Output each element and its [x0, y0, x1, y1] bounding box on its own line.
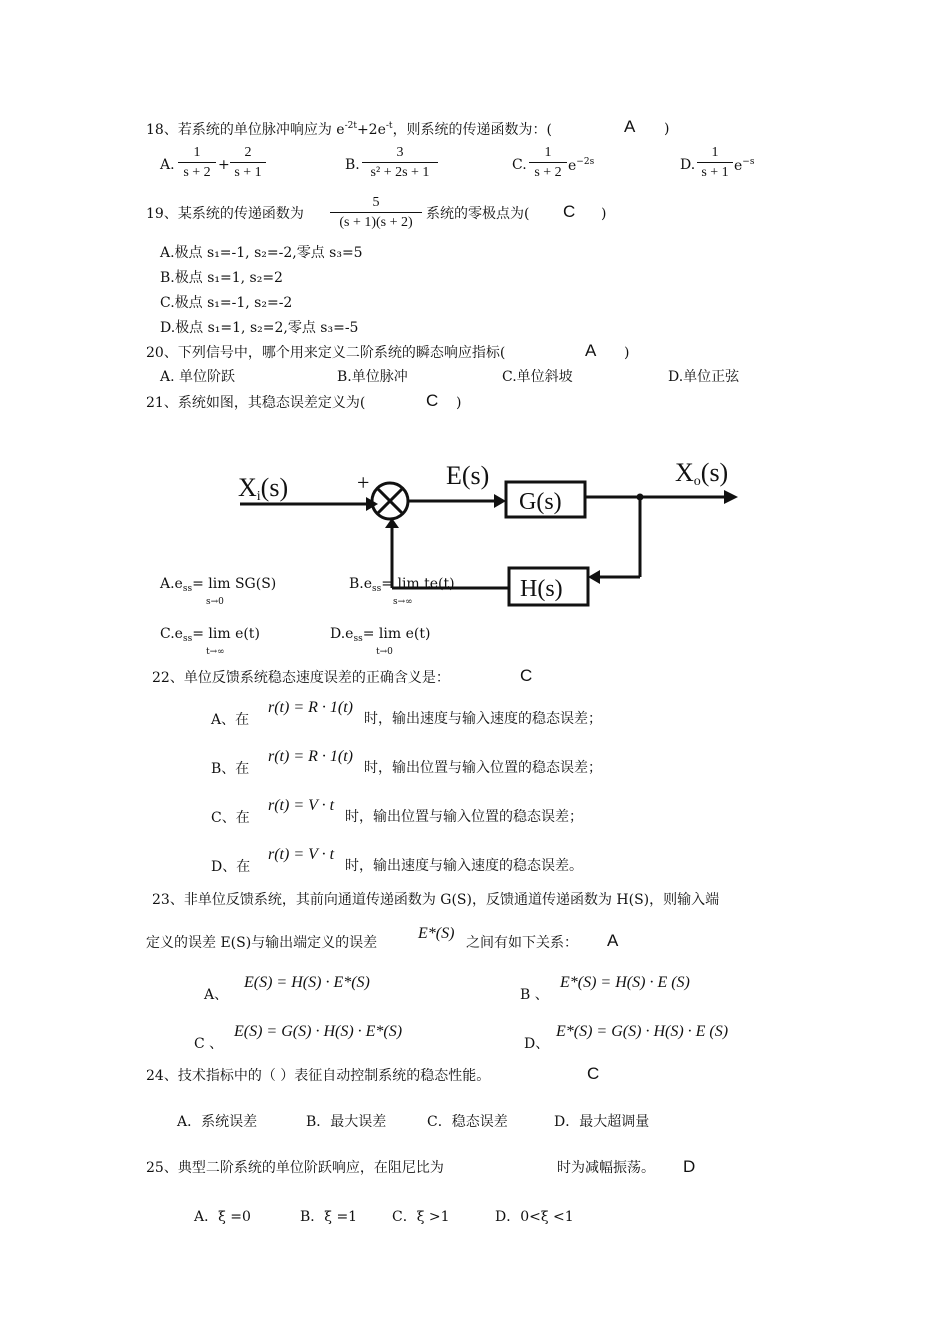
- q23-opt-d-label: D、: [524, 1036, 550, 1052]
- q18-opt-c-label: C.: [512, 157, 527, 173]
- q22-opt-c-label: C、在: [211, 810, 250, 826]
- q22-opt-a-text: 时，输出速度与输入速度的稳态误差；: [364, 711, 602, 727]
- label-error: E(s): [446, 461, 490, 490]
- q20-opt-c: C.单位斜坡: [502, 369, 573, 385]
- q18-opt-a-plus: +: [218, 157, 230, 173]
- q22-opt-b-text: 时，输出位置与输入位置的稳态误差；: [364, 760, 602, 776]
- q22-opt-b-math: r(t) = R · 1(t): [268, 748, 353, 765]
- q25-answer: D: [683, 1157, 696, 1176]
- q21-question: 21、系统如图，其稳态误差定义为(: [146, 395, 366, 411]
- q23-opt-b-math: E*(S) = H(S) · E (S): [560, 974, 690, 991]
- q18-mid: +2e: [356, 122, 386, 138]
- q18-c-den: s + 2: [534, 165, 562, 180]
- summing-cross-2: [378, 489, 402, 513]
- q22-opt-a-label: A、在: [211, 712, 250, 728]
- q21-opt-c-body: = lim e(t): [192, 626, 260, 642]
- q20-answer: A: [585, 341, 597, 360]
- q19-suffix: 系统的零极点为(: [426, 206, 530, 222]
- q22-opt-b-label: B、在: [211, 761, 250, 777]
- label-input-rest: (s): [260, 473, 289, 502]
- label-output-rest: (s): [700, 458, 729, 487]
- q21-opt-a: [160, 577, 276, 594]
- q18-exp1: -2t: [344, 121, 357, 131]
- q18-opt-b-frac: [362, 146, 438, 180]
- q23-opt-c-math: E(S) = G(S) · H(S) · E*(S): [234, 1023, 403, 1040]
- q22-opt-d-text: 时，输出速度与输入速度的稳态误差。: [345, 858, 583, 874]
- q21-opt-a-e: A.e: [160, 576, 183, 592]
- q18-exp2: -t: [385, 121, 393, 131]
- q21-opt-c-sub: ss: [182, 634, 193, 644]
- q18-d-den: s + 1: [701, 165, 729, 180]
- q20-opt-a: A. 单位阶跃: [160, 369, 236, 385]
- q19-frac: [330, 196, 422, 230]
- q18-d-exp: −s: [742, 157, 755, 167]
- q21-close: ): [456, 395, 462, 411]
- q18-suffix: ，则系统的传递函数为：(: [392, 122, 553, 138]
- arrow-to-g: [494, 494, 506, 508]
- q21-opt-b: [349, 577, 455, 594]
- q23-opt-a-math: E(S) = H(S) · E*(S): [244, 974, 370, 991]
- q20-opt-d: D.单位正弦: [668, 369, 740, 385]
- label-input-sub: i: [256, 489, 261, 504]
- label-output: [675, 458, 728, 489]
- q19-close: ): [601, 206, 607, 222]
- q25-opt-c: C．ξ >1: [392, 1209, 450, 1225]
- q24-opt-c: C．稳态误差: [427, 1114, 508, 1130]
- q23-opt-a-label: A、: [204, 987, 229, 1003]
- q25-opt-b: B．ξ =1: [300, 1209, 358, 1225]
- q21-opt-d-limit: t→0: [376, 647, 393, 657]
- q22-opt-a-math: r(t) = R · 1(t): [268, 699, 353, 716]
- q19-opt-c: C.极点 s₁=-1, s₂=-2: [160, 295, 293, 311]
- q18-c-e: e: [568, 158, 577, 174]
- q19-prefix: 19、某系统的传递函数为: [146, 206, 304, 222]
- q18-opt-c-exp: [568, 158, 594, 173]
- q24-opt-a: A．系统误差: [177, 1114, 258, 1130]
- q21-opt-b-limit: s→∞: [393, 597, 413, 607]
- q19-num: 5: [330, 196, 422, 213]
- label-input: [238, 473, 288, 504]
- q19-opt-d: D.极点 s₁=1, s₂=2,零点 s₃=-5: [160, 320, 359, 336]
- q18-b-den: s² + 2s + 1: [370, 165, 430, 180]
- q21-opt-a-limit: s→0: [206, 597, 224, 607]
- q18-opt-d-label: D.: [680, 157, 696, 173]
- q18-c-num: 1: [529, 146, 567, 163]
- arrow-output: [724, 490, 738, 504]
- q18-opt-a-frac1: [178, 146, 216, 180]
- q21-opt-c-limit: t→∞: [206, 647, 225, 657]
- summing-junction: [372, 483, 408, 519]
- arrow-feedback-up: [385, 518, 399, 528]
- q18-opt-a-frac2: [230, 146, 266, 180]
- q24-opt-b: B．最大误差: [306, 1114, 387, 1130]
- q18-a-den1: s + 2: [183, 165, 211, 180]
- q23-answer: A: [607, 931, 619, 950]
- q19-opt-a: A.极点 s₁=-1, s₂=-2,零点 s₃=5: [160, 245, 363, 261]
- q20-close: ): [624, 345, 630, 361]
- q24-opt-d: D．最大超调量: [554, 1114, 650, 1130]
- q18-prefix: 18、若系统的单位脉冲响应为 e: [146, 122, 345, 138]
- q18-a-num2: 2: [230, 146, 266, 163]
- q18-answer: A: [624, 117, 636, 136]
- q23-opt-c-label: C 、: [194, 1036, 224, 1052]
- q18-close: ): [664, 121, 670, 137]
- summing-cross-1: [378, 489, 402, 513]
- q21-answer: C: [426, 391, 439, 410]
- q19-den: (s + 1)(s + 2): [339, 215, 413, 230]
- q21-opt-a-body: = lim SG(S): [192, 576, 277, 592]
- forward-block: [506, 482, 585, 517]
- q25-opt-a: A．ξ =0: [194, 1209, 251, 1225]
- takeoff-point: [637, 494, 644, 501]
- q24-question: 24、技术指标中的（ ）表征自动控制系统的稳态性能。: [146, 1068, 491, 1084]
- q22-opt-c-text: 时，输出位置与输入位置的稳态误差；: [345, 809, 583, 825]
- q24-answer: C: [587, 1064, 600, 1083]
- label-output-sub: o: [693, 474, 701, 489]
- arrow-to-junction: [366, 497, 378, 511]
- q25-question-end: 时为减幅振荡。: [557, 1160, 655, 1176]
- q20-opt-b: B.单位脉冲: [337, 369, 408, 385]
- q21-opt-c: [160, 627, 260, 644]
- q18-question: [146, 122, 552, 137]
- q18-opt-d-exp: [734, 158, 754, 173]
- q22-opt-d-label: D、在: [211, 859, 251, 875]
- q21-opt-d: [330, 627, 430, 644]
- label-h: H(s): [520, 576, 563, 602]
- q21-opt-d-sub: ss: [353, 634, 363, 644]
- q21-opt-d-e: D.e: [330, 626, 354, 642]
- q21-opt-b-sub: ss: [372, 584, 382, 594]
- q18-d-e: e: [734, 158, 743, 174]
- q23-line2-post: 之间有如下关系：: [466, 935, 578, 951]
- label-input-x: X: [238, 473, 257, 502]
- q18-opt-b-label: B.: [345, 157, 360, 173]
- label-g: G(s): [519, 489, 562, 515]
- q21-opt-b-body: = lim te(t): [381, 576, 455, 592]
- q22-opt-c-math: r(t) = V · t: [268, 797, 335, 814]
- q23-opt-d-math: E*(S) = G(S) · H(S) · E (S): [556, 1023, 729, 1040]
- q21-opt-c-e: C.e: [160, 626, 183, 642]
- q21-opt-b-e: B.e: [349, 576, 373, 592]
- q23-line2-pre: 定义的误差 E(S)与输出端定义的误差: [146, 935, 378, 951]
- q21-opt-d-body: = lim e(t): [362, 626, 431, 642]
- q23-line2-math: E*(S): [418, 925, 455, 942]
- q18-a-num1: 1: [178, 146, 216, 163]
- label-plus: +: [357, 470, 370, 495]
- q22-question: 22、单位反馈系统稳态速度误差的正确含义是：: [152, 670, 450, 686]
- label-output-x: X: [675, 458, 694, 487]
- q22-answer: C: [520, 666, 533, 685]
- q18-c-exp: −2s: [576, 157, 595, 167]
- q22-opt-d-math: r(t) = V · t: [268, 846, 335, 863]
- q18-opt-d-frac: [697, 146, 733, 180]
- arrow-to-h: [588, 570, 600, 584]
- q23-line1: 23、非单位反馈系统，其前向通道传递函数为 G(S)，反馈通道传递函数为 H(S)，则输入端: [152, 892, 720, 908]
- q18-opt-a-label: A.: [160, 157, 175, 173]
- q19-answer: C: [563, 202, 576, 221]
- q25-question: 25、典型二阶系统的单位阶跃响应，在阻尼比为: [146, 1160, 444, 1176]
- q18-d-num: 1: [697, 146, 733, 163]
- q23-opt-b-label: B 、: [520, 987, 549, 1003]
- q25-opt-d: D．0<ξ <1: [495, 1209, 574, 1225]
- q21-opt-a-sub: ss: [182, 584, 193, 594]
- q18-b-num: 3: [362, 146, 438, 163]
- q19-opt-b: B.极点 s₁=1, s₂=2: [160, 270, 283, 286]
- q18-a-den2: s + 1: [234, 165, 262, 180]
- q18-opt-c-frac: [529, 146, 567, 180]
- q20-question: 20、下列信号中，哪个用来定义二阶系统的瞬态响应指标(: [146, 345, 506, 361]
- feedback-block: [509, 568, 588, 605]
